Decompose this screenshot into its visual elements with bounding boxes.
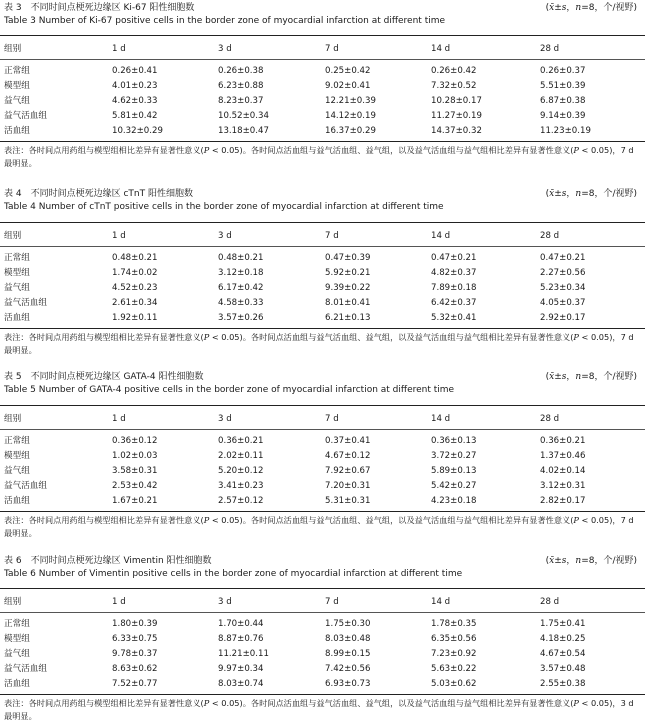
table-row <box>0 648 645 660</box>
table-note: 表注：各时间点用药组与模型组相比差异有显著性意义(P < 0.05)。各时间点活血组与益气活血组、益气组，以及益气活血组与益气组相比差异有显著性意义(P < 0.05)，3 d 最明显。 <box>4 698 634 721</box>
table-cell: 6.42±0.37 <box>431 298 477 308</box>
column-header: 28 d <box>540 597 560 607</box>
table-cell: 模型组 <box>4 634 30 644</box>
column-header: 组别 <box>4 414 22 424</box>
table-cell: 3.12±0.31 <box>540 481 586 491</box>
table-header-row <box>0 43 645 55</box>
table-3 <box>0 2 645 168</box>
table-note: 表注：各时间点用药组与模型组相比差异有显著性意义(P < 0.05)。各时间点活血组与益气活血组、益气组，以及益气活血组与益气组相比差异有显著性意义(P < 0.05)，7 d 最明显。 <box>4 332 634 355</box>
table-cell: 1.67±0.21 <box>112 496 158 506</box>
table-cell: 0.26±0.37 <box>540 66 586 76</box>
table-header-rule <box>0 612 645 613</box>
table-cell: 6.23±0.88 <box>218 81 264 91</box>
table-stat-label: (x̄±s，n=8，个/视野) <box>545 372 637 382</box>
table-cell: 益气活血组 <box>4 298 47 308</box>
table-cell: 7.42±0.56 <box>325 664 371 674</box>
table-cell: 14.12±0.19 <box>325 111 376 121</box>
table-cell: 8.63±0.62 <box>112 664 158 674</box>
table-cell: 2.55±0.38 <box>540 679 586 689</box>
column-header: 3 d <box>218 597 232 607</box>
table-row <box>0 95 645 107</box>
table-cell: 4.82±0.37 <box>431 268 477 278</box>
table-cell: 0.26±0.41 <box>112 66 158 76</box>
table-cell: 0.36±0.21 <box>218 436 264 446</box>
table-cell: 3.41±0.23 <box>218 481 264 491</box>
table-cell: 14.37±0.32 <box>431 126 482 136</box>
table-cell: 益气组 <box>4 466 30 476</box>
table-cell: 0.47±0.21 <box>540 253 586 263</box>
table-cell: 1.74±0.02 <box>112 268 158 278</box>
table-cell: 2.02±0.11 <box>218 451 264 461</box>
column-header: 组别 <box>4 597 22 607</box>
table-stat-label: (x̄±s，n=8，个/视野) <box>545 3 637 13</box>
table-cell: 6.21±0.13 <box>325 313 371 323</box>
table-top-rule <box>0 35 645 36</box>
table-cell: 益气组 <box>4 649 30 659</box>
column-header: 28 d <box>540 231 560 241</box>
table-cell: 5.42±0.27 <box>431 481 477 491</box>
table-cell: 5.03±0.62 <box>431 679 477 689</box>
table-note: 表注：各时间点用药组与模型组相比差异有显著性意义(P < 0.05)。各时间点活血组与益气活血组、益气组，以及益气活血组与益气组相比差异有显著性意义(P < 0.05)，7 d 最明显。 <box>4 145 634 168</box>
table-cell: 4.23±0.18 <box>431 496 477 506</box>
table-cell: 11.23±0.19 <box>540 126 591 136</box>
table-cell: 11.21±0.11 <box>218 649 269 659</box>
table-cell: 益气活血组 <box>4 481 47 491</box>
table-cell: 5.20±0.12 <box>218 466 264 476</box>
column-header: 组别 <box>4 44 22 54</box>
table-cell: 6.87±0.38 <box>540 96 586 106</box>
table-cell: 5.23±0.34 <box>540 283 586 293</box>
table-row <box>0 435 645 447</box>
table-row <box>0 495 645 507</box>
table-header-rule <box>0 429 645 430</box>
table-cell: 9.39±0.22 <box>325 283 371 293</box>
table-cell: 0.25±0.42 <box>325 66 371 76</box>
table-4 <box>0 188 645 355</box>
table-top-rule <box>0 588 645 589</box>
table-cell: 8.99±0.15 <box>325 649 371 659</box>
table-cell: 1.37±0.46 <box>540 451 586 461</box>
table-cell: 7.52±0.77 <box>112 679 158 689</box>
table-cell: 12.21±0.39 <box>325 96 376 106</box>
table-cell: 2.82±0.17 <box>540 496 586 506</box>
table-cell: 9.97±0.34 <box>218 664 264 674</box>
table-caption-en: Table 5 Number of GATA-4 positive cells in the border zone of myocardial infarction at different time <box>4 385 455 395</box>
table-cell: 10.28±0.17 <box>431 96 482 106</box>
table-cell: 2.27±0.56 <box>540 268 586 278</box>
table-cell: 正常组 <box>4 66 30 76</box>
table-bottom-rule <box>0 511 645 512</box>
table-5 <box>0 371 645 538</box>
table-cell: 13.18±0.47 <box>218 126 269 136</box>
column-header: 7 d <box>325 231 339 241</box>
table-cell: 4.52±0.23 <box>112 283 158 293</box>
table-cell: 1.02±0.03 <box>112 451 158 461</box>
table-row <box>0 663 645 675</box>
table-cell: 5.31±0.31 <box>325 496 371 506</box>
table-cell: 2.53±0.42 <box>112 481 158 491</box>
table-cell: 0.26±0.42 <box>431 66 477 76</box>
table-note: 表注：各时间点用药组与模型组相比差异有显著性意义(P < 0.05)。各时间点活血组与益气活血组、益气组，以及益气活血组与益气组相比差异有显著性意义(P < 0.05)，7 d 最明显。 <box>4 515 634 538</box>
table-cell: 2.61±0.34 <box>112 298 158 308</box>
table-cell: 0.36±0.21 <box>540 436 586 446</box>
table-cell: 1.78±0.35 <box>431 619 477 629</box>
table-top-rule <box>0 222 645 223</box>
column-header: 28 d <box>540 44 560 54</box>
table-cell: 1.70±0.44 <box>218 619 264 629</box>
table-cell: 1.80±0.39 <box>112 619 158 629</box>
table-caption-en: Table 3 Number of Ki-67 positive cells in the border zone of myocardial infarction at different time <box>4 16 446 26</box>
table-cell: 0.36±0.12 <box>112 436 158 446</box>
column-header: 28 d <box>540 414 560 424</box>
table-cell: 0.36±0.13 <box>431 436 477 446</box>
table-row <box>0 633 645 645</box>
table-cell: 模型组 <box>4 268 30 278</box>
table-6 <box>0 555 645 721</box>
column-header: 1 d <box>112 414 126 424</box>
column-header: 1 d <box>112 231 126 241</box>
table-cell: 1.92±0.11 <box>112 313 158 323</box>
table-row <box>0 65 645 77</box>
table-cell: 4.01±0.23 <box>112 81 158 91</box>
table-cell: 0.48±0.21 <box>218 253 264 263</box>
table-bottom-rule <box>0 694 645 695</box>
table-cell: 益气活血组 <box>4 111 47 121</box>
table-cell: 8.23±0.37 <box>218 96 264 106</box>
table-cell: 7.32±0.52 <box>431 81 477 91</box>
table-cell: 11.27±0.19 <box>431 111 482 121</box>
table-cell: 3.12±0.18 <box>218 268 264 278</box>
column-header: 14 d <box>431 414 451 424</box>
column-header: 14 d <box>431 44 451 54</box>
table-cell: 正常组 <box>4 253 30 263</box>
table-cell: 4.18±0.25 <box>540 634 586 644</box>
table-cell: 9.78±0.37 <box>112 649 158 659</box>
table-row <box>0 450 645 462</box>
table-cell: 模型组 <box>4 81 30 91</box>
table-header-rule <box>0 59 645 60</box>
table-cell: 1.75±0.30 <box>325 619 371 629</box>
table-cell: 活血组 <box>4 496 30 506</box>
column-header: 3 d <box>218 231 232 241</box>
table-cell: 0.47±0.21 <box>431 253 477 263</box>
table-cell: 7.23±0.92 <box>431 649 477 659</box>
table-cell: 益气组 <box>4 96 30 106</box>
table-cell: 活血组 <box>4 679 30 689</box>
table-cell: 5.51±0.39 <box>540 81 586 91</box>
table-cell: 4.05±0.37 <box>540 298 586 308</box>
table-stat-label: (x̄±s，n=8，个/视野) <box>545 556 637 566</box>
table-row <box>0 110 645 122</box>
table-cell: 3.57±0.26 <box>218 313 264 323</box>
table-row <box>0 267 645 279</box>
table-header-row <box>0 413 645 425</box>
table-cell: 2.92±0.17 <box>540 313 586 323</box>
table-cell: 益气组 <box>4 283 30 293</box>
table-cell: 7.92±0.67 <box>325 466 371 476</box>
table-cell: 8.87±0.76 <box>218 634 264 644</box>
table-cell: 9.14±0.39 <box>540 111 586 121</box>
table-cell: 3.72±0.27 <box>431 451 477 461</box>
table-cell: 5.32±0.41 <box>431 313 477 323</box>
column-header: 14 d <box>431 597 451 607</box>
table-cell: 4.02±0.14 <box>540 466 586 476</box>
table-cell: 4.58±0.33 <box>218 298 264 308</box>
table-cell: 4.67±0.12 <box>325 451 371 461</box>
table-row <box>0 618 645 630</box>
table-row <box>0 252 645 264</box>
table-row <box>0 125 645 137</box>
table-stat-label: (x̄±s，n=8，个/视野) <box>545 189 637 199</box>
table-cell: 5.92±0.21 <box>325 268 371 278</box>
table-cell: 3.57±0.48 <box>540 664 586 674</box>
column-header: 7 d <box>325 44 339 54</box>
table-row <box>0 297 645 309</box>
table-cell: 7.20±0.31 <box>325 481 371 491</box>
table-cell: 6.33±0.75 <box>112 634 158 644</box>
table-cell: 10.52±0.34 <box>218 111 269 121</box>
table-cell: 2.57±0.12 <box>218 496 264 506</box>
table-header-rule <box>0 246 645 247</box>
table-caption-zh: 表 3 不同时间点梗死边缘区 Ki-67 阳性细胞数 <box>4 3 195 13</box>
table-cell: 益气活血组 <box>4 664 47 674</box>
table-caption-en: Table 6 Number of Vimentin positive cells in the border zone of myocardial infarction at different time <box>4 569 463 579</box>
table-row <box>0 480 645 492</box>
table-cell: 9.02±0.41 <box>325 81 371 91</box>
column-header: 1 d <box>112 597 126 607</box>
table-header-row <box>0 230 645 242</box>
table-cell: 活血组 <box>4 313 30 323</box>
table-cell: 6.17±0.42 <box>218 283 264 293</box>
table-cell: 8.03±0.74 <box>218 679 264 689</box>
table-cell: 3.58±0.31 <box>112 466 158 476</box>
table-caption-zh: 表 5 不同时间点梗死边缘区 GATA-4 阳性细胞数 <box>4 372 204 382</box>
table-cell: 0.47±0.39 <box>325 253 371 263</box>
table-caption-zh: 表 6 不同时间点梗死边缘区 Vimentin 阳性细胞数 <box>4 556 212 566</box>
table-row <box>0 465 645 477</box>
table-row <box>0 312 645 324</box>
column-header: 3 d <box>218 414 232 424</box>
column-header: 7 d <box>325 414 339 424</box>
table-cell: 正常组 <box>4 436 30 446</box>
table-cell: 8.01±0.41 <box>325 298 371 308</box>
table-row <box>0 282 645 294</box>
table-top-rule <box>0 405 645 406</box>
table-row <box>0 678 645 690</box>
table-bottom-rule <box>0 328 645 329</box>
table-cell: 6.93±0.73 <box>325 679 371 689</box>
table-caption-zh: 表 4 不同时间点梗死边缘区 cTnT 阳性细胞数 <box>4 189 193 199</box>
table-cell: 1.75±0.41 <box>540 619 586 629</box>
column-header: 7 d <box>325 597 339 607</box>
column-header: 组别 <box>4 231 22 241</box>
column-header: 14 d <box>431 231 451 241</box>
table-cell: 0.37±0.41 <box>325 436 371 446</box>
column-header: 3 d <box>218 44 232 54</box>
table-row <box>0 80 645 92</box>
table-cell: 5.63±0.22 <box>431 664 477 674</box>
table-cell: 模型组 <box>4 451 30 461</box>
table-header-row <box>0 596 645 608</box>
table-cell: 8.03±0.48 <box>325 634 371 644</box>
table-cell: 10.32±0.29 <box>112 126 163 136</box>
table-cell: 正常组 <box>4 619 30 629</box>
table-cell: 5.81±0.42 <box>112 111 158 121</box>
table-cell: 0.26±0.38 <box>218 66 264 76</box>
table-caption-en: Table 4 Number of cTnT positive cells in the border zone of myocardial infarction at different time <box>4 202 444 212</box>
table-cell: 0.48±0.21 <box>112 253 158 263</box>
table-cell: 5.89±0.13 <box>431 466 477 476</box>
table-cell: 4.62±0.33 <box>112 96 158 106</box>
table-cell: 7.89±0.18 <box>431 283 477 293</box>
table-cell: 活血组 <box>4 126 30 136</box>
table-cell: 16.37±0.29 <box>325 126 376 136</box>
table-bottom-rule <box>0 141 645 142</box>
table-cell: 4.67±0.54 <box>540 649 586 659</box>
column-header: 1 d <box>112 44 126 54</box>
table-cell: 6.35±0.56 <box>431 634 477 644</box>
